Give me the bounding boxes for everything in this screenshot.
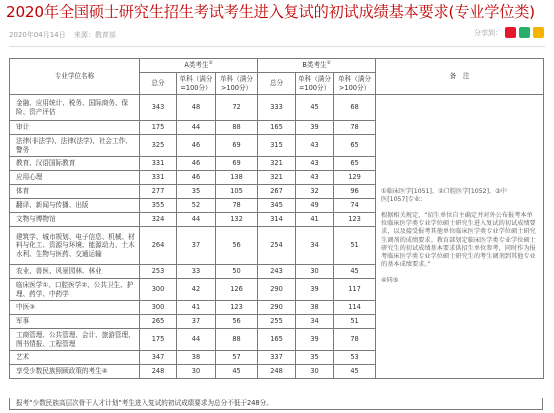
b-single-100-cell: 34	[296, 227, 334, 265]
a-total-cell: 324	[140, 213, 177, 227]
remarks-heading: ①临床医学[1051]、②口腔医学[1052]、③中 医[1057]专业：	[381, 188, 507, 204]
a-single-gt100-cell: 132	[216, 213, 258, 227]
a-total-cell: 343	[140, 95, 177, 121]
b-single-100-cell: 43	[296, 157, 334, 171]
share-bar	[474, 27, 544, 38]
score-requirements-table	[9, 58, 544, 379]
b-single-gt100-cell: 53	[334, 351, 376, 365]
b-total-cell: 243	[258, 265, 296, 279]
a-single-gt100-cell: 138	[216, 171, 258, 185]
b-total-cell: 267	[258, 185, 296, 199]
header-major: 专业学位名称	[10, 59, 140, 95]
b-total-cell: 254	[258, 227, 296, 265]
a-single-gt100-cell: 50	[216, 265, 258, 279]
table-row	[10, 95, 544, 121]
qzone-icon[interactable]	[533, 27, 544, 38]
b-single-gt100-cell: 74	[334, 199, 376, 213]
header-a-single-100: 单科（满分 =100分）	[177, 73, 216, 95]
b-single-gt100-cell: 78	[334, 329, 376, 351]
b-single-gt100-cell: 45	[334, 265, 376, 279]
a-single-100-cell: 44	[177, 329, 216, 351]
major-name-cell: 体育	[10, 185, 140, 199]
b-single-gt100-cell: 51	[334, 227, 376, 265]
header-divider	[9, 46, 545, 47]
a-single-gt100-cell: 57	[216, 351, 258, 365]
a-single-100-cell: 46	[177, 135, 216, 157]
article-meta	[9, 30, 122, 40]
b-single-gt100-cell: 65	[334, 157, 376, 171]
major-name-cell: 金融、应用统计、税务、国际商务、保险、资产评估	[10, 95, 140, 121]
a-single-100-cell: 41	[177, 301, 216, 315]
b-single-100-cell: 43	[296, 135, 334, 157]
major-name-cell: 享受少数民族照顾政策的考生④	[10, 365, 140, 379]
major-name-cell: 翻译、新闻与传播、出版	[10, 199, 140, 213]
a-single-gt100-cell: 45	[216, 365, 258, 379]
b-single-100-cell: 32	[296, 185, 334, 199]
a-single-gt100-cell: 56	[216, 315, 258, 329]
b-single-100-cell: 30	[296, 365, 334, 379]
b-total-cell: 165	[258, 329, 296, 351]
b-single-gt100-cell: 114	[334, 301, 376, 315]
a-single-gt100-cell: 72	[216, 95, 258, 121]
a-single-100-cell: 52	[177, 199, 216, 213]
b-single-100-cell: 39	[296, 329, 334, 351]
major-name-cell: 审计	[10, 121, 140, 135]
a-single-gt100-cell: 69	[216, 157, 258, 171]
header-a-total: 总分	[140, 73, 177, 95]
table-footnote: 报考“少数民族高层次骨干人才计划”考生进入复试的初试成绩要求为总分不低于248分。	[9, 398, 543, 410]
header-a-single-gt100: 单科（满分 >100分）	[216, 73, 258, 95]
a-total-cell: 277	[140, 185, 177, 199]
b-single-gt100-cell: 68	[334, 95, 376, 121]
a-single-gt100-cell: 126	[216, 279, 258, 301]
header-b-single-100: 单科（满分 =100分）	[296, 73, 334, 95]
b-single-100-cell: 41	[296, 213, 334, 227]
b-single-gt100-cell: 129	[334, 171, 376, 185]
a-single-100-cell: 37	[177, 227, 216, 265]
b-total-cell: 321	[258, 157, 296, 171]
remarks-ref: ④同⑤	[381, 276, 399, 284]
a-single-100-cell: 30	[177, 365, 216, 379]
weibo-icon[interactable]	[505, 27, 516, 38]
header-a-zone: A类考生②	[140, 59, 258, 73]
b-single-100-cell: 35	[296, 351, 334, 365]
b-total-cell: 165	[258, 121, 296, 135]
share-label: 分享到：	[474, 28, 502, 37]
a-single-gt100-cell: 88	[216, 329, 258, 351]
remarks-cell	[376, 95, 544, 379]
a-single-100-cell: 46	[177, 157, 216, 171]
a-single-gt100-cell: 88	[216, 121, 258, 135]
a-single-100-cell: 48	[177, 95, 216, 121]
a-single-gt100-cell: 105	[216, 185, 258, 199]
a-total-cell: 347	[140, 351, 177, 365]
a-single-100-cell: 35	[177, 185, 216, 199]
publish-date: 2020年04月14日	[9, 31, 66, 39]
b-single-gt100-cell: 65	[334, 135, 376, 157]
major-name-cell: 建筑学、城市规划、电子信息、机械、材料与化工、资源与环境、能源动力、土木水利、生物与医药、交通运输	[10, 227, 140, 265]
b-single-gt100-cell: 123	[334, 213, 376, 227]
a-single-gt100-cell: 78	[216, 199, 258, 213]
b-total-cell: 333	[258, 95, 296, 121]
b-total-cell: 290	[258, 301, 296, 315]
b-total-cell: 290	[258, 279, 296, 301]
a-single-100-cell: 37	[177, 315, 216, 329]
b-single-100-cell: 49	[296, 199, 334, 213]
source-label: 来源：教育部	[73, 31, 116, 39]
b-total-cell: 337	[258, 351, 296, 365]
a-total-cell: 300	[140, 279, 177, 301]
major-name-cell: 农业、兽医、风景园林、林业	[10, 265, 140, 279]
a-single-gt100-cell: 123	[216, 301, 258, 315]
major-name-cell: 教育、汉语国际教育	[10, 157, 140, 171]
a-total-cell: 248	[140, 365, 177, 379]
b-total-cell: 255	[258, 315, 296, 329]
b-single-100-cell: 34	[296, 315, 334, 329]
b-single-100-cell: 43	[296, 171, 334, 185]
a-total-cell: 331	[140, 157, 177, 171]
remarks-body: 根据相关规定，“招生单位自主确定并对外公布报考本单位临床医学类专业学位硕士研究生进入复试的初试成绩要求，以及接受报考其他单位临床医学类专业学位硕士研究生调剂的成绩要求。教育部划定临床医学类专业学位硕士研究生的初试成绩基本要求供招生单位参考，同时作为报考临床医学类专业学位硕士研究生的考生调剂到其他专业的基本成绩要求。”	[381, 211, 536, 269]
a-total-cell: 175	[140, 329, 177, 351]
b-total-cell: 314	[258, 213, 296, 227]
b-single-gt100-cell: 45	[334, 365, 376, 379]
wechat-icon[interactable]	[519, 27, 530, 38]
header-remarks: 备 注	[376, 59, 544, 95]
major-name-cell: 中医③	[10, 301, 140, 315]
a-total-cell: 175	[140, 121, 177, 135]
a-total-cell: 331	[140, 171, 177, 185]
a-total-cell: 264	[140, 227, 177, 265]
a-total-cell: 265	[140, 315, 177, 329]
a-total-cell: 300	[140, 301, 177, 315]
a-single-100-cell: 42	[177, 279, 216, 301]
major-name-cell: 军事	[10, 315, 140, 329]
b-total-cell: 345	[258, 199, 296, 213]
b-single-100-cell: 39	[296, 121, 334, 135]
major-name-cell: 工商管理、公共管理、会计、旅游管理、图书情报、工程管理	[10, 329, 140, 351]
b-total-cell: 248	[258, 365, 296, 379]
a-single-100-cell: 44	[177, 213, 216, 227]
b-single-100-cell: 30	[296, 265, 334, 279]
header-b-single-gt100: 单科（满分 >100分）	[334, 73, 376, 95]
a-single-gt100-cell: 69	[216, 135, 258, 157]
b-single-100-cell: 39	[296, 279, 334, 301]
b-single-gt100-cell: 117	[334, 279, 376, 301]
b-single-gt100-cell: 51	[334, 315, 376, 329]
b-single-gt100-cell: 96	[334, 185, 376, 199]
a-single-100-cell: 38	[177, 351, 216, 365]
a-total-cell: 325	[140, 135, 177, 157]
major-name-cell: 艺术	[10, 351, 140, 365]
major-name-cell: 文物与博物馆	[10, 213, 140, 227]
a-single-gt100-cell: 56	[216, 227, 258, 265]
header-b-zone: B类考生②	[258, 59, 376, 73]
a-total-cell: 355	[140, 199, 177, 213]
b-single-100-cell: 38	[296, 301, 334, 315]
major-name-cell: 应用心理	[10, 171, 140, 185]
header-b-total: 总分	[258, 73, 296, 95]
b-single-gt100-cell: 78	[334, 121, 376, 135]
b-total-cell: 321	[258, 171, 296, 185]
b-single-100-cell: 45	[296, 95, 334, 121]
major-name-cell: 法律(非法学)、法律(法学)、社会工作、警务	[10, 135, 140, 157]
a-total-cell: 253	[140, 265, 177, 279]
page-title: 2020年全国硕士研究生招生考试考生进入复试的初试成绩基本要求(专业学位类)	[6, 3, 535, 21]
a-single-100-cell: 33	[177, 265, 216, 279]
b-total-cell: 315	[258, 135, 296, 157]
a-single-100-cell: 46	[177, 171, 216, 185]
a-single-100-cell: 44	[177, 121, 216, 135]
major-name-cell: 临床医学①、口腔医学②、公共卫生、护理、药学、中药学	[10, 279, 140, 301]
